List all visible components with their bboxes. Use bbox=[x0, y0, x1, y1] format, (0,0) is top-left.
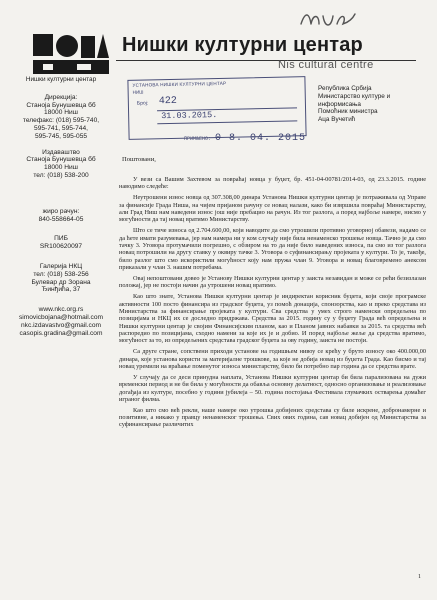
sidebar-contact-info bbox=[6, 76, 116, 337]
office-address: Дирекција: Станоја Бунушевца бб 18000 Ниш телефакс: (018) 595-740, 595-741, 595-744, 595-745, 595-055 bbox=[22, 93, 100, 140]
tax-id: ПИБ SR100620097 bbox=[39, 235, 83, 251]
email-link[interactable]: casopis.gradina@gmail.com bbox=[19, 329, 103, 337]
website-link[interactable]: www.nkc.org.rs bbox=[38, 306, 84, 314]
registry-date: 31.03.2015. bbox=[161, 109, 218, 122]
gallery-address: Галерија НКЦ тел: (018) 538-256 Булевар др Зорана Ђинђића, 37 bbox=[31, 262, 91, 294]
email-link[interactable]: simovicbojana@hotmail.com bbox=[18, 313, 104, 321]
publishing-address: Издаваштво Станоја Бунушевца бб 18000 Ниш тел: (018) 538-200 bbox=[26, 148, 96, 179]
paragraph: Неутрошени износ новца од 307.308,00 динара Установа Нишки културни центар је потраживала од Управе за финансије Града Ниша, на чијем пријаном рачуну се новац налази, како би извршила повраћај Министарству, али Град Ниш нам наведени износ још није пребацио на рачун. Из тог разлога, а поред најбоље намере, нисмо у могућности да тај новац вратимо Министарству. bbox=[119, 194, 426, 224]
page-number: 1 bbox=[418, 574, 421, 580]
paragraph: У случају да се деси принудна наплата, Установа Нишки културни центар би била парализована на дужи временски период и не би била у могућности да обавља основну делатност, односно организовање и реализовање догађаја из културе, посебно у години јубилеја – 50. година постојања Фестивала глумачких остварења домаћег играног филма. bbox=[119, 373, 426, 403]
paragraph: Што се тиче износа од 2.704.600,00, који наводите да смо утрошили противно уговорној обавези, надамо се да ћете имати разумевања, јер нам намера ни у ком случају није била ненаменско трошење новца. Тачно је да смо тачку 3. Уговора протумачили погрешно, с обзиром на то да није било наведених износа, па смо из тог разлога новац потрошили на другу ставку у оквиру тачке 3. Уговора о суфинансирању пројеката у култури. То је, такође, било разлог што смо искористили могућност коју нам пружа члан 9. Уговора и новац благовремено анексом приказали у члан 3. нашим потребама. bbox=[119, 227, 426, 271]
web-and-email bbox=[6, 306, 116, 337]
paragraph: Као што смо већ рекли, наше намере око утрошка добијених средстава су биле искрене, добронамерне и позитивне, а никако у правцу ненаменског трошења. Свих ових година, сав новац добијен од Министарства за суфинансирање различитих bbox=[119, 406, 426, 429]
handwritten-note bbox=[297, 6, 357, 32]
paragraph: Са друге стране, сопствени приходи установе на годишњем нивоу се крећу у бруто износу око 400.000,00 динара, које установа користи за материјалне трошкове, за које не добија новац из буџета Града. Као бисмо и тај новац уремили на враћање поменутог износа министарству, било би потребно пар година да се средства врате. bbox=[119, 348, 426, 370]
letter-body bbox=[119, 176, 426, 432]
addressee-block: Република Србија Министарство културе и информисања Помоћник министра Аца Вучетић bbox=[318, 85, 391, 124]
email-link[interactable]: nkc.izdavastvo@gmail.com bbox=[21, 321, 101, 329]
paragraph: Као што знате, Установа Нишки културни центар је индиректан корисник буџета, који своје програмске активности 100 посто финансира из градског буџета, уз помоћ донација, спонзорства, као и преко средстава из Министарства за финансирање пројеката у култури. Сва средства у умех строго наменски опредељена по позицијама и НКЦ их се доследно придржава. Средства за 2015. годину су у буџету Града већ опредељена и Нишки културни центар је својим Финансијским планом, као и Планом јавних набавки за 2015. та средства већ распоредио по позицијама, сходно намени за које их је и добио. И поред најбоље жеље да средства вратимо, могућност за то, из опредељених средстава градског буџета за ову годину, заиста не постоји. bbox=[119, 293, 426, 345]
sidebar-caption: Нишки културни центар bbox=[25, 76, 97, 83]
salutation: Поштовани, bbox=[122, 156, 156, 163]
nkc-logo bbox=[33, 34, 109, 74]
registry-number: 422 bbox=[158, 95, 177, 108]
bank-account: жиро рачун: 840-558664-05 bbox=[38, 207, 84, 223]
paragraph: У вези са Вашим Захтевом за повраћај новца у буџет, бр. 451-04-00781/2014-03, од 23.3.2015. године наводимо следеће: bbox=[119, 176, 426, 191]
paragraph: Овај непоштовани довео је Установу Нишки културни центар у заиста незавидан и може се рећи безизлазан положај, јер не постоји начин да утрошени новац вратимо. bbox=[119, 274, 426, 290]
registry-stamp: УСТАНОВА НИШКИ КУЛТУРНИ ЦЕНТАР НИШ Број: 422 31.03.2015. bbox=[127, 76, 306, 140]
received-stamp: ПРИМЉЕНО: 0 8. 04. 2015 bbox=[184, 133, 307, 144]
organization-latin-name: Nis cultural centre bbox=[278, 59, 374, 71]
organization-title: Нишки културни центар bbox=[122, 34, 363, 56]
